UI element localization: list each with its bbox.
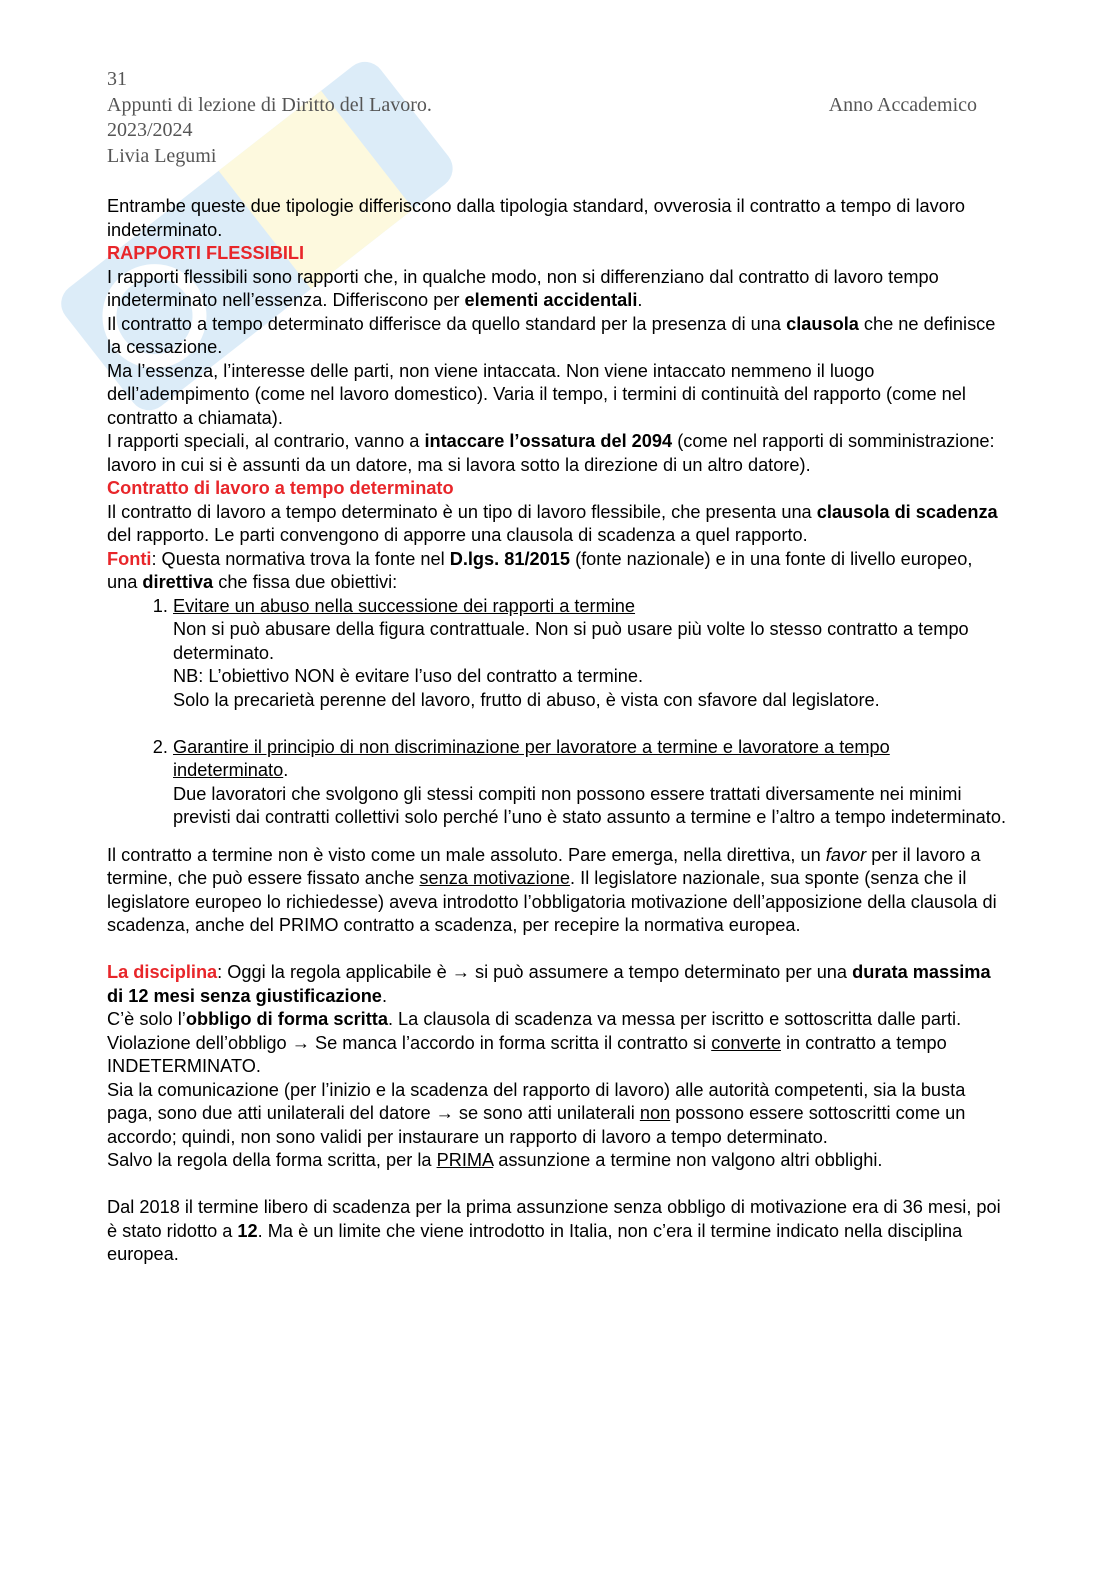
paragraph: Violazione dell’obbligo → Se manca l’accordo in forma scritta il contratto si converte in contratto a tempo INDETERMINATO. <box>107 1032 947 1076</box>
paragraph: I rapporti speciali, al contrario, vanno a intaccare l’ossatura del 2094 (come nel rapporti di somministrazione: lavoro in cui si è assunti da un datore, ma si lavora sotto la direzione di un altro datore). <box>107 431 995 475</box>
objectives-list <box>107 595 1007 830</box>
academic-year: 2023/2024 <box>107 119 193 141</box>
section-heading: RAPPORTI FLESSIBILI <box>107 243 305 263</box>
section-heading: Contratto di lavoro a tempo determinato <box>107 478 454 498</box>
list-item: 1. Evitare un abuso nella successione dei rapporti a termine Non si può abusare della figura contrattuale. Non si può usare più volte lo stesso contratto a tempo determinato. NB: L’obiettivo NON è evitare l’uso del contratto a termine. Solo la precarietà perenne del lavoro, frutto di abuso, è vista con sfavore dal legislatore. <box>173 595 1007 736</box>
paragraph: Il contratto a tempo determinato differisce da quello standard per la presenza di una clausola che ne definisce la cessazione. <box>107 313 996 357</box>
arrow-icon: → <box>451 962 470 982</box>
paragraph: Entrambe queste due tipologie differiscono dalla tipologia standard, ovverosia il contratto a tempo di lavoro indeterminato. <box>107 196 966 240</box>
disciplina-label: La disciplina <box>107 962 218 982</box>
paragraph: Il contratto a termine non è visto come un male assoluto. Pare emerga, nella direttiva, un favor per il lavoro a termine, che può essere fissato anche senza motivazione. Il legislatore nazionale, sua sponte (senza che il legislatore europeo lo richiedesse) aveva introdotto l’obbligatoria motivazione dell’apposizione della clausola di scadenza, anche del PRIMO contratto a scadenza, per recepire la normativa europea. <box>107 844 997 935</box>
fonti-label: Fonti <box>107 548 152 569</box>
paragraph: Ma l’essenza, l’interesse delle parti, non viene intaccata. Non viene intaccato nemmeno il luogo dell’adempimento (come nel lavoro domestico). Varia il tempo, i termini di continuità del rapporto (come nel contratto a chiamata). <box>107 360 966 428</box>
list-item: 2. Garantire il principio di non discriminazione per lavoratore a termine e lavoratore a tempo indeterminato. Due lavoratori che svolgono gli stessi compiti non possono essere trattati diversamente nei minimi previsti dai contratti collettivi solo perché l’uno è stato assunto a termine e l’altro a tempo indeterminato. <box>173 736 1007 830</box>
document-body <box>107 195 1007 1267</box>
document-title: Appunti di lezione di Diritto del Lavoro. <box>107 93 432 116</box>
paragraph: Dal 2018 il termine libero di scadenza per la prima assunzione senza obbligo di motivazione era di 36 mesi, poi è stato ridotto a 12. Ma è un limite che viene introdotto in Italia, non c’era il termine indicato nella disciplina europea. <box>107 1197 1001 1264</box>
paragraph: Salvo la regola della forma scritta, per la PRIMA assunzione a termine non valgono altri obblighi. <box>107 1150 883 1170</box>
paragraph: I rapporti flessibili sono rapporti che, in qualche modo, non si differenziano dal contratto di lavoro tempo indeterminato nell’essenza. Differiscono per elementi accidentali. <box>107 266 939 310</box>
paragraph: Fonti: Questa normativa trova la fonte nel D.lgs. 81/2015 (fonte nazionale) e in una fonte di livello europeo, una direttiva che fissa due obiettivi: <box>107 548 973 592</box>
page-number: 31 <box>107 68 127 90</box>
paragraph: La disciplina: Oggi la regola applicabile è → si può assumere a tempo determinato per una durata massima di 12 mesi senza giustificazione. <box>107 962 991 1006</box>
paragraph: Sia la comunicazione (per l’inizio e la scadenza del rapporto di lavoro) alle autorità competenti, sia la busta paga, sono due atti unilaterali del datore → se sono atti unilaterali non possono essere sottoscritti come un accordo; quindi, non sono validi per instaurare un rapporto di lavoro a tempo determinato. <box>107 1079 966 1147</box>
arrow-icon: → <box>291 1032 310 1053</box>
page-header <box>107 67 977 169</box>
arrow-icon: → <box>435 1103 454 1123</box>
paragraph: Il contratto di lavoro a tempo determinato è un tipo di lavoro flessibile, che presenta una clausola di scadenza del rapporto. Le parti convengono di apporre una clausola di scadenza a quel rapporto. <box>107 501 998 545</box>
author: Livia Legumi <box>107 144 217 167</box>
academic-year-label: Anno Accademico <box>828 93 977 116</box>
paragraph: C’è solo l’obbligo di forma scritta. La clausola di scadenza va messa per iscritto e sottoscritta dalle parti. <box>107 1009 962 1029</box>
